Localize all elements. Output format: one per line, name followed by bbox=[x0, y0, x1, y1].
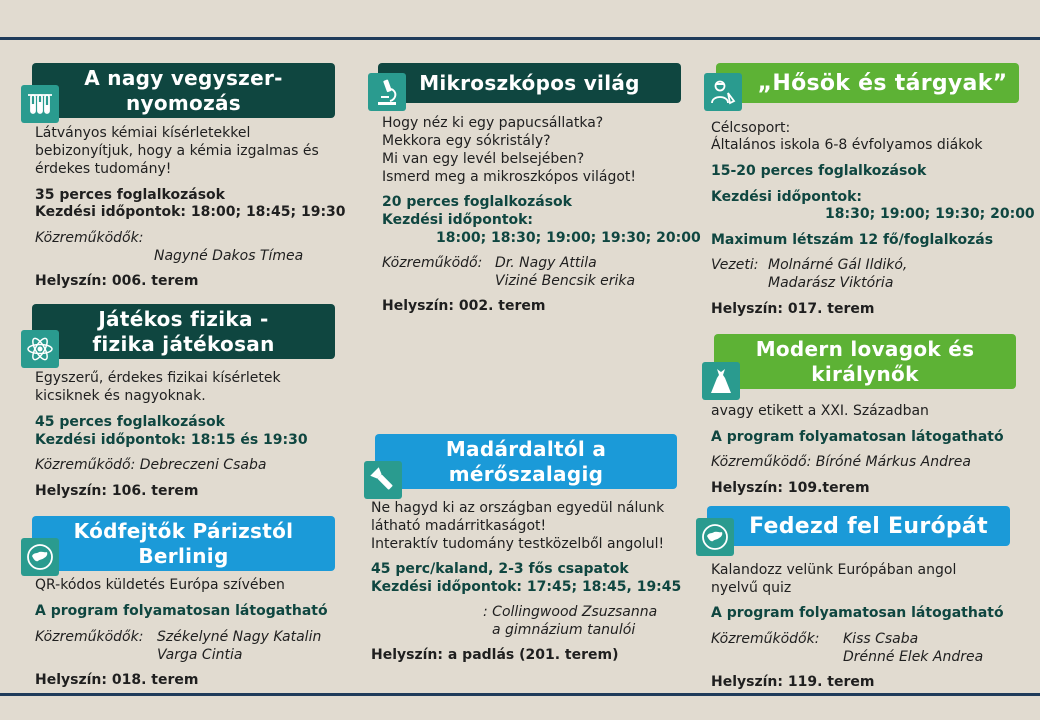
europe-map-icon bbox=[696, 518, 734, 556]
microscope-icon bbox=[368, 73, 406, 111]
program-title-header bbox=[32, 304, 335, 359]
description: Interaktív tudomány testközelből angolul! bbox=[371, 536, 665, 552]
start-times-label: Kezdési időpontok: bbox=[382, 212, 534, 228]
bottom-rule bbox=[0, 693, 1040, 696]
description: QR-kódos küldetés Európa szívében bbox=[35, 577, 285, 593]
location: Helyszín: 109.terem bbox=[711, 480, 870, 496]
program-title-header bbox=[375, 434, 677, 489]
test-tubes-icon bbox=[21, 85, 59, 123]
start-times: Kezdési időpontok: 17:45; 18:45, 19:45 bbox=[371, 579, 682, 595]
location: Helyszín: 006. terem bbox=[35, 273, 199, 289]
staff-label: Közreműködők: bbox=[711, 631, 820, 647]
title-line: nyomozás bbox=[125, 90, 242, 115]
scientist-icon bbox=[704, 73, 742, 111]
staff-label: Vezeti: bbox=[711, 257, 759, 273]
title-line: Madárdaltól a bbox=[445, 436, 607, 461]
staff-name: a gimnázium tanulói bbox=[492, 622, 636, 638]
program-title-header bbox=[378, 63, 681, 103]
start-times: 18:00; 18:30; 19:00; 19:30; 20:00 bbox=[436, 230, 701, 246]
staff-name: Székelyné Nagy Katalin bbox=[157, 629, 322, 645]
staff-label: Közreműködők: bbox=[35, 629, 144, 645]
staff-label: Közreműködők: bbox=[35, 230, 144, 246]
description: érdekes tudomány! bbox=[35, 161, 172, 177]
title-line: Berlinig bbox=[138, 543, 229, 568]
staff-name: Madarász Viktória bbox=[768, 275, 894, 291]
top-rule bbox=[0, 37, 1040, 40]
duration: 20 perces foglalkozások bbox=[382, 194, 572, 210]
description: bebizonyítjuk, hogy a kémia izgalmas és bbox=[35, 143, 319, 159]
europe-map-icon bbox=[21, 538, 59, 576]
start-times: Kezdési időpontok: 18:00; 18:45; 19:30 bbox=[35, 204, 346, 220]
staff-name: Kiss Csaba bbox=[843, 631, 919, 647]
program-title-header bbox=[32, 516, 335, 571]
title-line: A nagy vegyszer- bbox=[84, 65, 283, 90]
location: Helyszín: 002. terem bbox=[382, 298, 546, 314]
title-line: királynők bbox=[811, 361, 919, 386]
duration: 45 perces foglalkozások bbox=[35, 414, 225, 430]
duration: A program folyamatosan látogatható bbox=[711, 605, 1004, 621]
title-line: fizika játékosan bbox=[92, 331, 275, 356]
atom-icon bbox=[21, 330, 59, 368]
staff-name: Molnárné Gál Ildikó, bbox=[768, 257, 908, 273]
description: Mekkora egy sókristály? bbox=[382, 133, 551, 149]
description: Általános iskola 6-8 évfolyamos diákok bbox=[711, 137, 983, 153]
flashlight-icon bbox=[364, 461, 402, 499]
start-times: Kezdési időpontok: 18:15 és 19:30 bbox=[35, 432, 308, 448]
dress-icon bbox=[702, 362, 740, 400]
start-times: 18:30; 19:00; 19:30; 20:00 bbox=[825, 206, 1035, 222]
duration: A program folyamatosan látogatható bbox=[35, 603, 328, 619]
staff-name: Nagyné Dakos Tímea bbox=[154, 248, 304, 264]
description: kicsiknek és nagyoknak. bbox=[35, 388, 206, 404]
description: Célcsoport: bbox=[711, 120, 791, 136]
program-title-header bbox=[707, 506, 1010, 546]
title-line: Játékos fizika - bbox=[98, 306, 269, 331]
description: látható madárritkaságot! bbox=[371, 518, 547, 534]
title-line: Kódfejtők Párizstól bbox=[73, 518, 294, 543]
location: Helyszín: 018. terem bbox=[35, 672, 199, 688]
description: avagy etikett a XXI. Században bbox=[711, 403, 929, 419]
staff: Közreműködő: Debreczeni Csaba bbox=[35, 457, 267, 473]
staff-name: Varga Cintia bbox=[157, 647, 243, 663]
description: Ne hagyd ki az országban egyedül nálunk bbox=[371, 500, 665, 516]
program-title-header bbox=[714, 334, 1016, 389]
staff-label: Közreműködő: bbox=[382, 255, 483, 271]
title-line: Modern lovagok és bbox=[755, 336, 975, 361]
description: Mi van egy levél belsejében? bbox=[382, 151, 585, 167]
duration: 45 perc/kaland, 2-3 fős csapatok bbox=[371, 561, 629, 577]
program-title-header bbox=[716, 63, 1019, 103]
program-title-header bbox=[32, 63, 335, 118]
location: Helyszín: a padlás (201. terem) bbox=[371, 647, 619, 663]
start-times-label: Kezdési időpontok: bbox=[711, 189, 863, 205]
staff-name: Drénné Elek Andrea bbox=[843, 649, 984, 665]
description: Hogy néz ki egy papucsállatka? bbox=[382, 115, 604, 131]
location: Helyszín: 119. terem bbox=[711, 674, 875, 690]
duration: 35 perces foglalkozások bbox=[35, 187, 225, 203]
description: Ismerd meg a mikroszkópos világot! bbox=[382, 169, 636, 185]
staff-name: Viziné Bencsik erika bbox=[495, 273, 636, 289]
location: Helyszín: 017. terem bbox=[711, 301, 875, 317]
description: Egyszerű, érdekes fizikai kísérletek bbox=[35, 370, 281, 386]
duration: A program folyamatosan látogatható bbox=[711, 429, 1004, 445]
max-participants: Maximum létszám 12 fő/foglalkozás bbox=[711, 232, 994, 248]
title-line: Mikroszkópos világ bbox=[419, 70, 640, 95]
title-line: „Hősök és tárgyak” bbox=[757, 70, 1008, 96]
description: Látványos kémiai kísérletekkel bbox=[35, 125, 251, 141]
staff-name: : Collingwood Zsuzsanna bbox=[483, 604, 658, 620]
staff: Közreműködő: Bíróné Márkus Andrea bbox=[711, 454, 971, 470]
description: nyelvű quiz bbox=[711, 580, 792, 596]
location: Helyszín: 106. terem bbox=[35, 483, 199, 499]
staff-name: Dr. Nagy Attila bbox=[495, 255, 597, 271]
description: Kalandozz velünk Európában angol bbox=[711, 562, 957, 578]
duration: 15-20 perces foglalkozások bbox=[711, 163, 927, 179]
title-line: Fedezd fel Európát bbox=[749, 513, 988, 539]
title-line: mérőszalagig bbox=[448, 461, 604, 486]
